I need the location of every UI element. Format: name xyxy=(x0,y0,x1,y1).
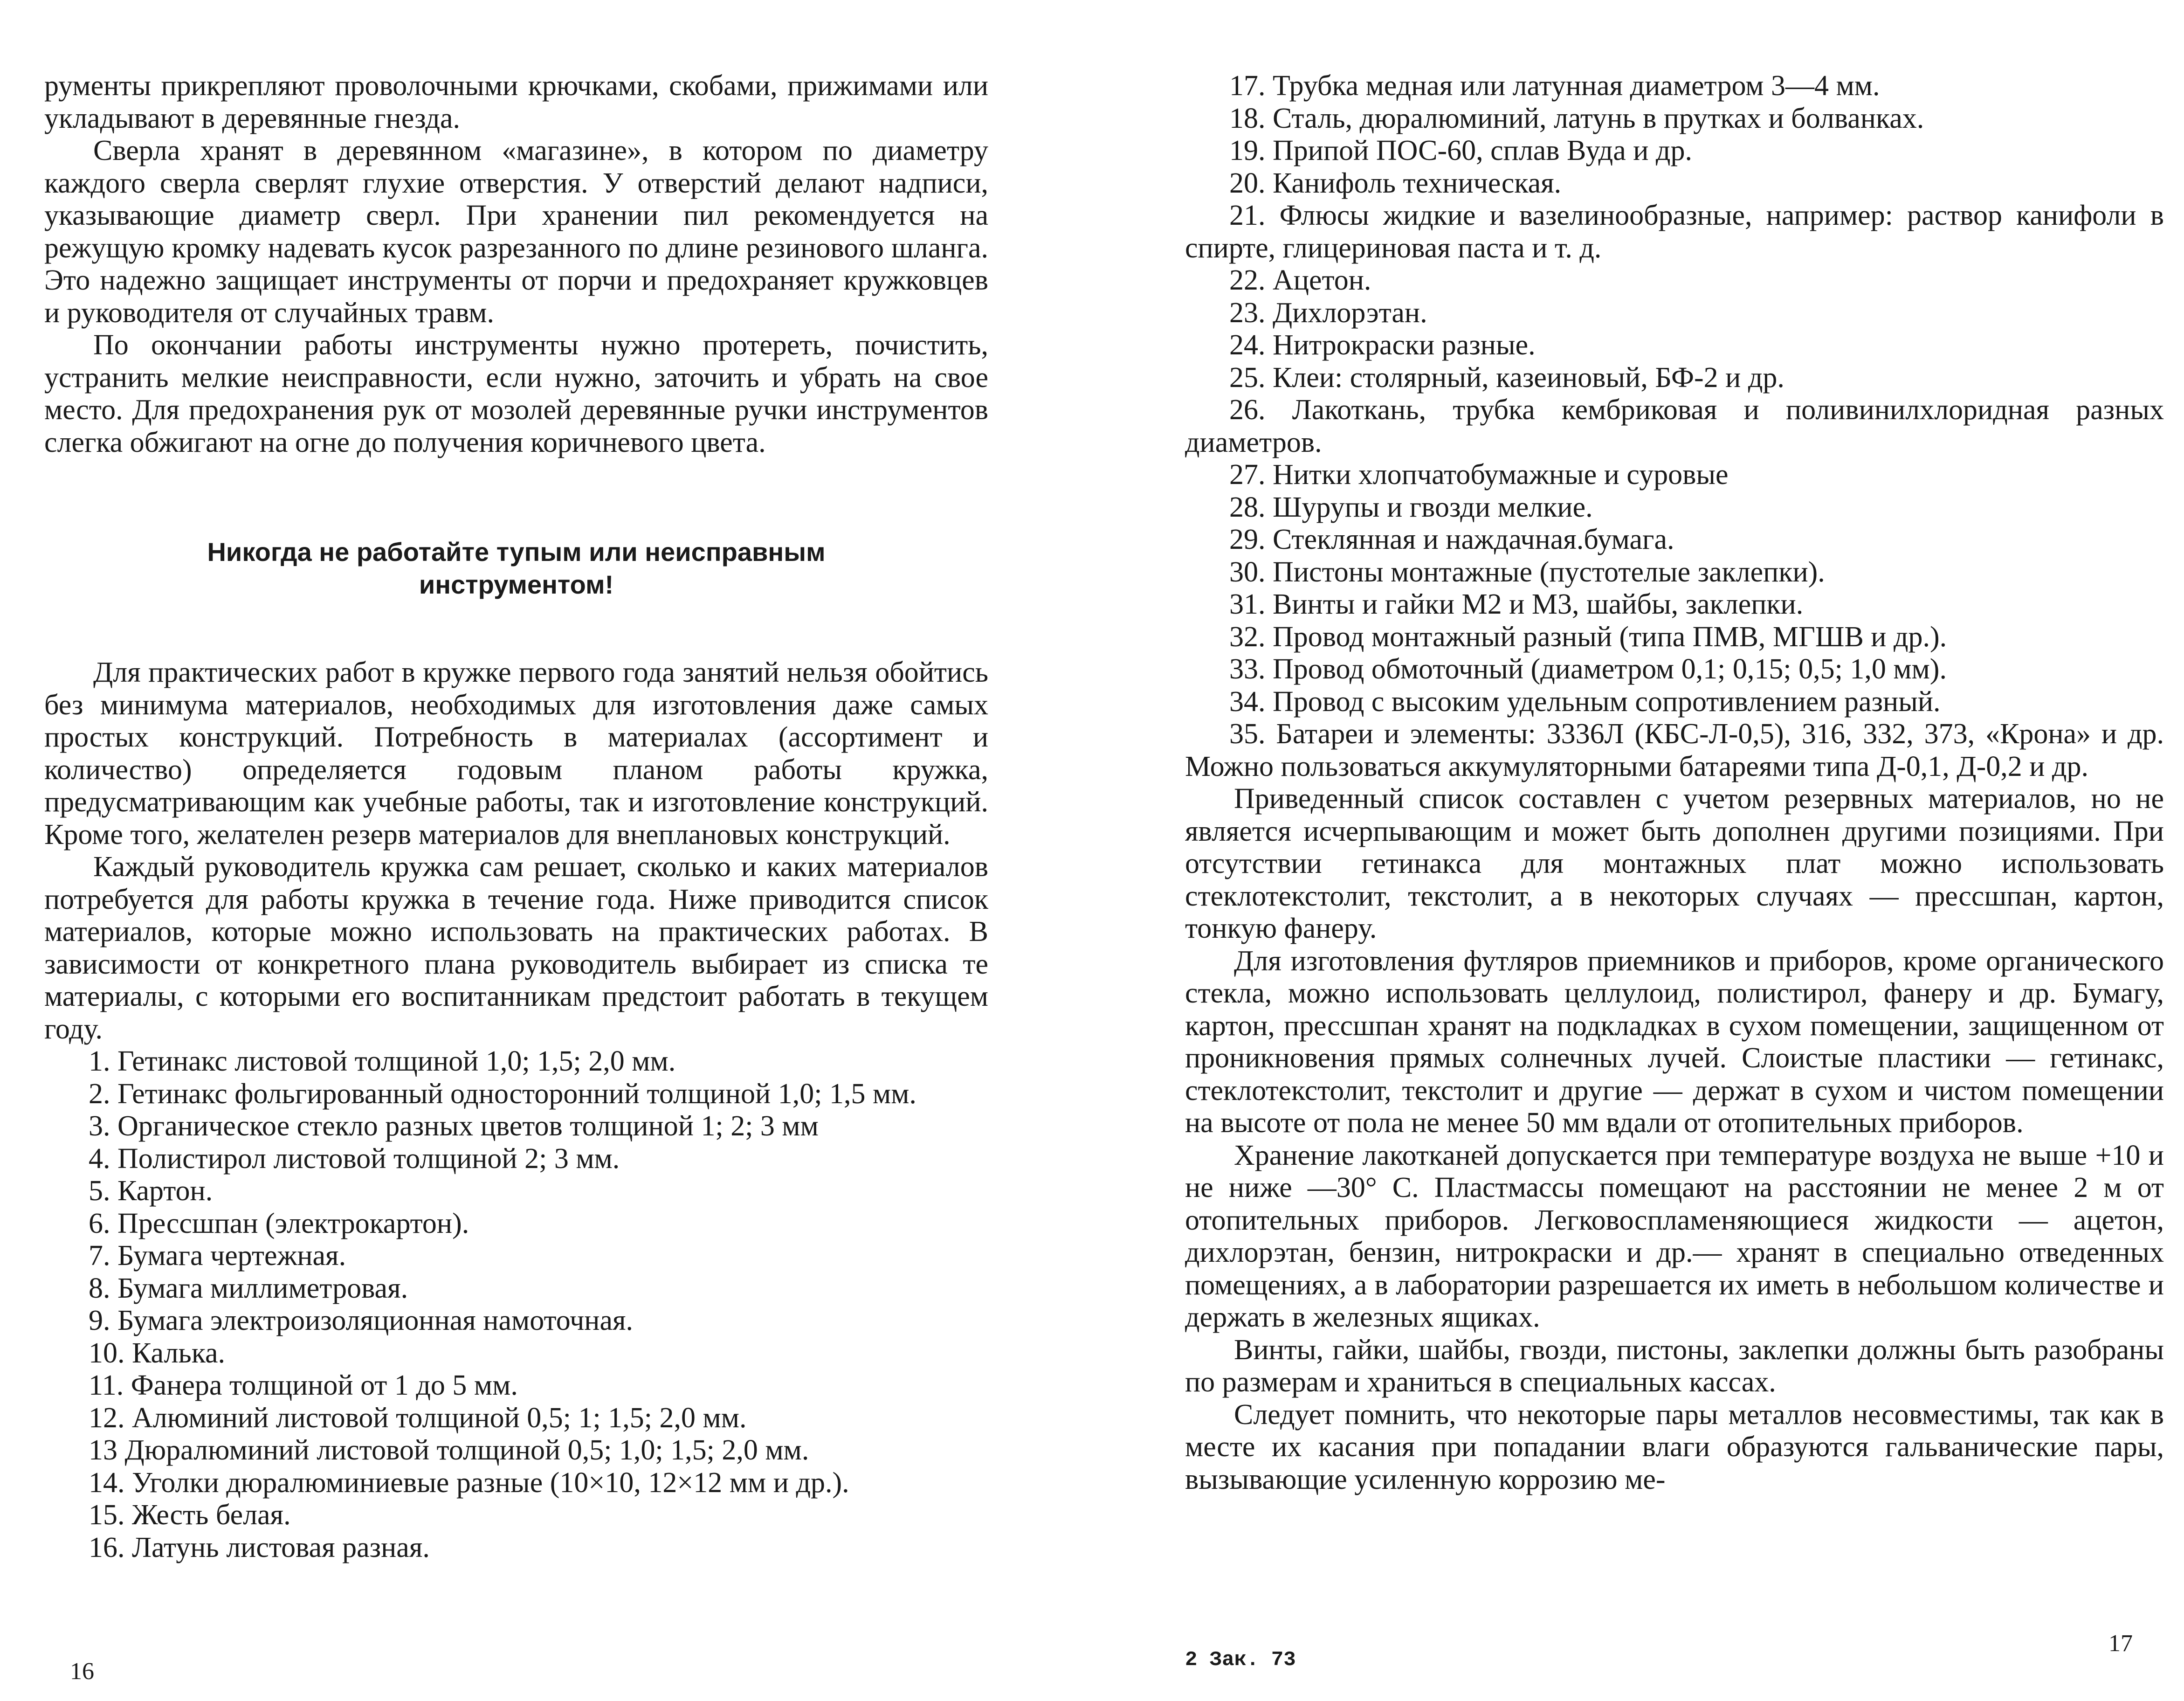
paragraph: рументы прикрепляют проволочными крючками, скобами, прижимами или укладывают в деревянные гнезда. xyxy=(44,70,988,134)
paragraph: Сверла хранят в деревянном «магазине», в котором по диаметру каждого сверла сверлят глухие отверстия. У отверстий делают надписи, указывающие диаметр сверл. При хранении пил рекомендуется на режущую кромку надевать кусок разрезанного по длине резинового шланга. Это надежно защищает инструменты от порчи и предохраняет кружковцев и руководителя от случайных травм. xyxy=(44,135,988,329)
list-item: 19. Припой ПОС-60, сплав Вуда и др. xyxy=(1229,135,1692,166)
list-item: 23. Дихлорэтан. xyxy=(1229,297,1427,329)
list-item: 24. Нитрокраски разные. xyxy=(1229,329,1536,361)
list-item: 31. Винты и гайки М2 и М3, шайбы, заклепки. xyxy=(1229,588,1804,620)
paragraph: Следует помнить, что некоторые пары металлов несовместимы, так как в месте их касания при попадании влаги образуются гальванические пары, вызывающие усиленную коррозию ме- xyxy=(1185,1398,2164,1495)
list-item: 2. Гетинакс фольгированный односторонний толщиной 1,0; 1,5 мм. xyxy=(89,1078,916,1110)
list-item: 10. Калька. xyxy=(89,1337,226,1369)
list-item: 26. Лакоткань, трубка кембриковая и поливинилхлоридная разных диаметров. xyxy=(1185,394,2164,458)
right-page xyxy=(1092,0,2184,1701)
list-item: 8. Бумага миллиметровая. xyxy=(89,1272,408,1304)
list-item: 17. Трубка медная или латунная диаметром 3—4 мм. xyxy=(1229,70,1880,102)
list-item: 32. Провод монтажный разный (типа ПМВ, МГШВ и др.). xyxy=(1229,621,1947,653)
section-heading: Никогда не работайте тупым или неисправным инструментом! xyxy=(207,537,826,599)
list-item: 30. Пистоны монтажные (пустотелые заклепки). xyxy=(1229,556,1825,588)
right-text-column xyxy=(1185,70,2164,1496)
paragraph: Хранение лакотканей допускается при температуре воздуха не выше +10 и не ниже —30° С. Пластмассы помещают на расстоянии не менее 2 м от отопительных приборов. Легковоспламеняющиеся жидкости — ацетон, дихлорэтан, бензин, нитрокраски и др.— хранят в специально отведенных помещениях, а в лаборатории разрешается их иметь в небольшом количестве и держать в железных ящиках. xyxy=(1185,1139,2164,1333)
list-item: 15. Жесть белая. xyxy=(89,1499,291,1531)
list-item: 20. Канифоль техническая. xyxy=(1229,167,1562,199)
paragraph: Приведенный список составлен с учетом резервных материалов, но не является исчерпывающим и может быть дополнен другими позициями. При отсутствии гетинакса для монтажных плат можно использовать стеклотекстолит, текстолит, а в некоторых случаях — прессшпан, картон, тонкую фанеру. xyxy=(1185,783,2164,944)
list-item: 4. Полистирол листовой толщиной 2; 3 мм. xyxy=(89,1142,620,1175)
list-item: 16. Латунь листовая разная. xyxy=(89,1531,430,1563)
list-item: 27. Нитки хлопчатобумажные и суровые xyxy=(1229,459,1729,491)
list-item: 22. Ацетон. xyxy=(1229,264,1371,296)
list-item: 7. Бумага чертежная. xyxy=(89,1240,346,1272)
paragraph: Для изготовления футляров приемников и приборов, кроме органического стекла, можно использовать целлулоид, полистирол, фанеру и др. Бумагу, картон, прессшпан хранят на подкладках в сухом помещении, защищенном от проникновения прямых солнечных лучей. Слоистые пластики — гетинакс, стеклотекстолит, текстолит и другие — держат в сухом и чистом помещении на высоте от пола не менее 50 мм вдали от отопительных приборов. xyxy=(1185,945,2164,1139)
paragraph: Каждый руководитель кружка сам решает, сколько и каких материалов потребуется для работы кружка в течение года. Ниже приводится список материалов, которые можно использовать на практических работах. В зависимости от конкретного плана руководитель выбирает из списка те материалы, с которыми его воспитанникам предстоит работать в текущем году. xyxy=(44,851,988,1045)
list-item: 1. Гетинакс листовой толщиной 1,0; 1,5; 2,0 мм. xyxy=(89,1045,676,1077)
list-item: 33. Провод обмоточный (диаметром 0,1; 0,15; 0,5; 1,0 мм). xyxy=(1229,653,1947,685)
list-item: 9. Бумага электроизоляционная намоточная. xyxy=(89,1305,634,1336)
left-text-column xyxy=(44,70,988,1564)
printer-signature: 2 Зак. 73 xyxy=(1185,1648,1296,1672)
list-item: 25. Клеи: столярный, казеиновый, БФ-2 и др. xyxy=(1229,361,1784,394)
list-item: 12. Алюминий листовой толщиной 0,5; 1; 1,5; 2,0 мм. xyxy=(89,1402,747,1434)
list-item: 13 Дюралюминий листовой толщиной 0,5; 1,0; 1,5; 2,0 мм. xyxy=(89,1434,809,1466)
list-item: 18. Сталь, дюралюминий, латунь в прутках и болванках. xyxy=(1229,102,1924,134)
list-item: 29. Стеклянная и наждачная.бумага. xyxy=(1229,524,1674,555)
page-number: 16 xyxy=(70,1658,94,1685)
list-item: 11. Фанера толщиной от 1 до 5 мм. xyxy=(89,1369,518,1401)
page-number: 17 xyxy=(2108,1630,2133,1657)
paragraph: По окончании работы инструменты нужно протереть, почистить, устранить мелкие неисправности, если нужно, заточить и убрать на свое место. Для предохранения рук от мозолей деревянные ручки инструментов слегка обжигают на огне до получения коричневого цвета. xyxy=(44,329,988,458)
list-item: 21. Флюсы жидкие и вазелинообразные, например: раствор канифоли в спирте, глицериновая паста и т. д. xyxy=(1185,200,2164,264)
list-item: 34. Провод с высоким удельным сопротивлением разный. xyxy=(1229,685,1941,718)
list-item: 14. Уголки дюралюминиевые разные (10×10, 12×12 мм и др.). xyxy=(89,1466,849,1499)
paragraph: Винты, гайки, шайбы, гвозди, пистоны, заклепки должны быть разобраны по размерам и храниться в специальных кассах. xyxy=(1185,1334,2164,1398)
list-item: 35. Батареи и элементы: 3336Л (КБС-Л-0,5), 316, 332, 373, «Крона» и др. Можно пользоваться аккумуляторными батареями типа Д-0,1, Д-0,2 и др. xyxy=(1185,718,2164,782)
list-item: 6. Прессшпан (электрокартон). xyxy=(89,1207,469,1239)
list-item: 28. Шурупы и гвозди мелкие. xyxy=(1229,491,1593,523)
paragraph: Для практических работ в кружке первого года занятий нельзя обойтись без минимума материалов, необходимых для изготовления даже самых простых конструкций. Потребность в материалах (ассортимент и количество) определяется годовым планом работы кружка, предусматривающим как учебные работы, так и изготовление конструкций. Кроме того, желателен резерв материалов для внеплановых конструкций. xyxy=(44,657,988,850)
list-item: 5. Картон. xyxy=(89,1175,213,1207)
list-item: 3. Органическое стекло разных цветов толщиной 1; 2; 3 мм xyxy=(89,1110,819,1142)
